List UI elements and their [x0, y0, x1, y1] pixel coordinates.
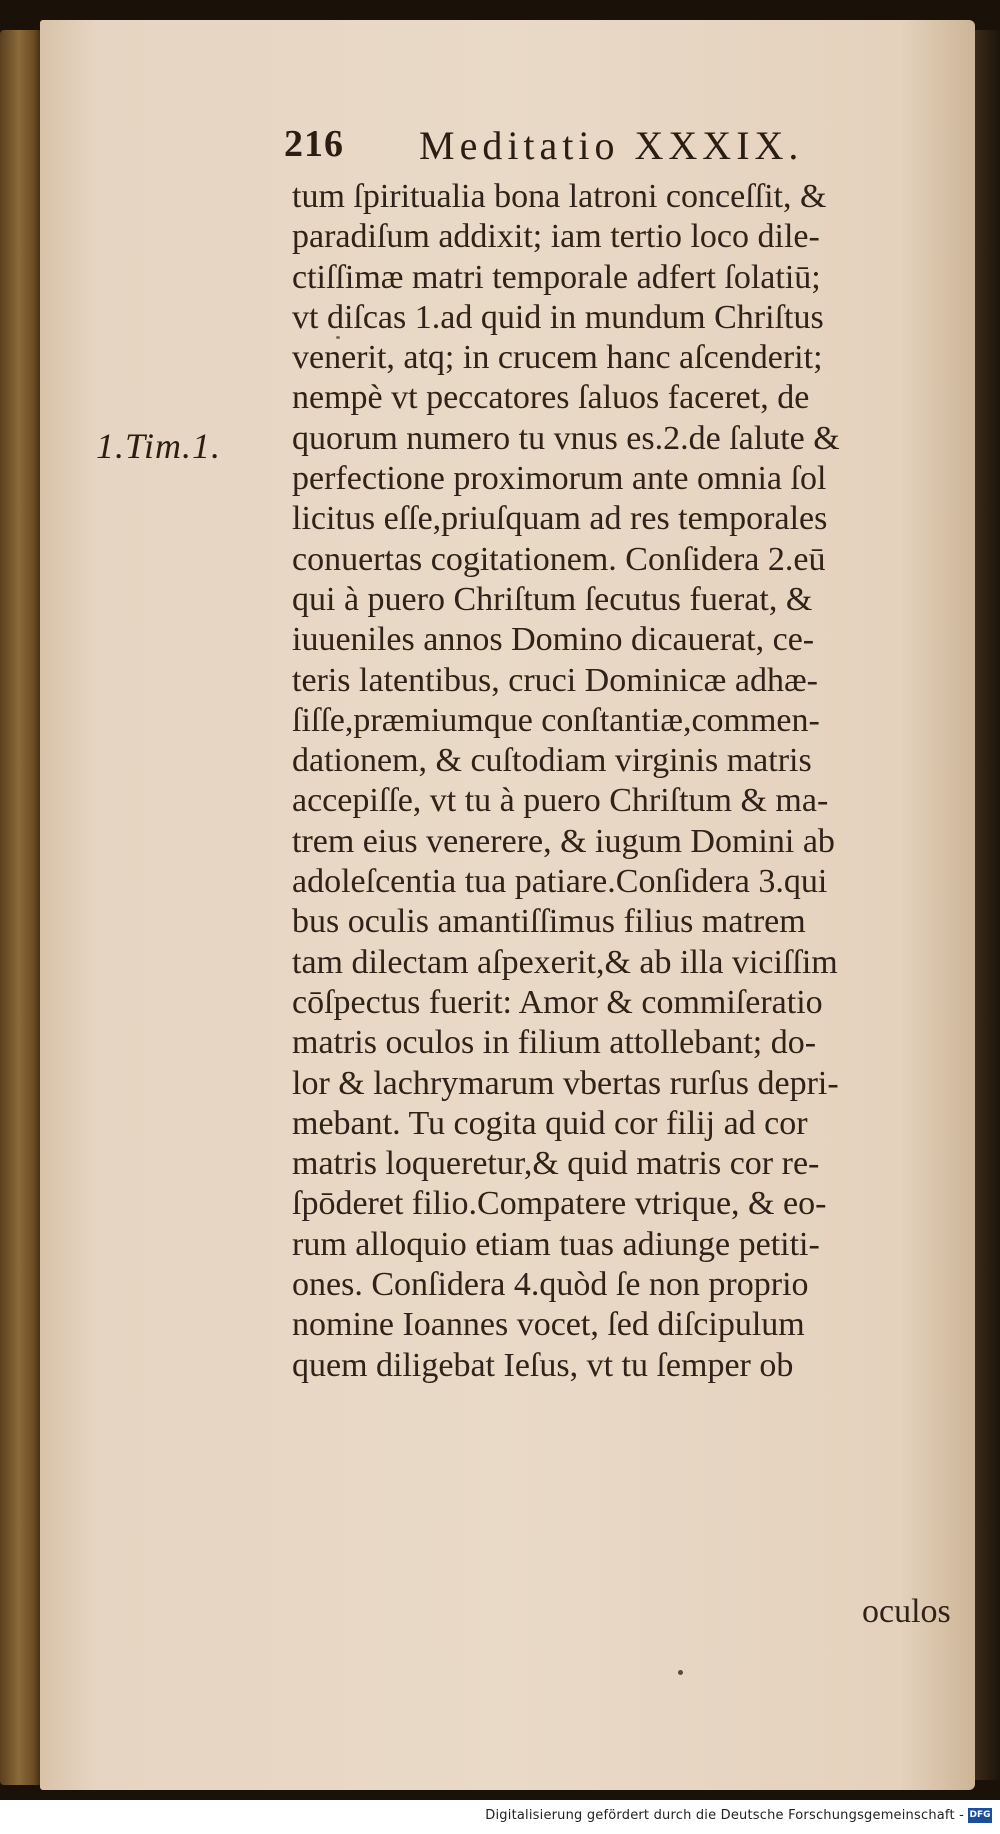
text-line: tam dilectam aſpexerit,& ab illa viciſſim [292, 943, 838, 981]
paper-speck [336, 336, 340, 339]
text-line: quem diligebat Ieſus, vt tu ſemper ob [292, 1346, 794, 1384]
catchword: oculos [862, 1593, 951, 1630]
text-line: licitus eſſe,priuſquam ad res temporales [292, 500, 828, 538]
text-line: quorum numero tu vnus es.2.de ſalute & [292, 419, 840, 457]
text-line: nempè vt peccatores ſaluos faceret, de [292, 379, 810, 417]
text-line: iuueniles annos Domino dicauerat, ce- [292, 621, 815, 659]
text-line: qui à puero Chriſtum ſecutus fuerat, & [292, 580, 813, 618]
page-number: 216 [284, 123, 344, 165]
text-line: accepiſſe, vt tu à puero Chriſtum & ma- [292, 782, 829, 820]
text-line: bus oculis amantiſſimus filius matrem [292, 903, 806, 941]
book-binding [0, 30, 42, 1785]
text-line: ctiſſimæ matri temporale adfert ſolatiū; [292, 258, 821, 296]
page-edge [975, 30, 1000, 1780]
text-line: vt diſcas 1.ad quid in mundum Chriſtus [292, 298, 824, 336]
text-line: mebant. Tu cogita quid cor filij ad cor [292, 1104, 808, 1142]
text-line: perfectione proximorum ante omnia ſol [292, 460, 827, 498]
digitization-credit: Digitalisierung gefördert durch die Deutsche Forschungsgemeinschaft - [485, 1808, 964, 1823]
text-line: cōſpectus fuerit: Amor & commiſeratio [292, 983, 823, 1021]
text-line: trem eius venerere, & iugum Domini ab [292, 822, 835, 860]
text-line: ſpōderet filio.Compatere vtrique, & eo- [292, 1185, 827, 1223]
text-line: nomine Ioannes vocet, ſed diſcipulum [292, 1306, 805, 1344]
page-header [284, 122, 884, 172]
text-line: adoleſcentia tua patiare.Conſidera 3.qui [292, 863, 828, 901]
text-line: lor & lachrymarum vbertas rurſus depri- [292, 1064, 839, 1102]
text-line: ones. Conſidera 4.quòd ſe non proprio [292, 1266, 809, 1304]
text-line: dationem, & cuſtodiam virginis matris [292, 742, 812, 780]
body-text [292, 177, 972, 1386]
text-line: rum alloquio etiam tuas adiunge petiti- [292, 1225, 820, 1263]
text-line: tum ſpiritualia bona latroni conceſſit, & [292, 178, 827, 215]
marginal-note: 1.Tim.1. [96, 426, 222, 466]
text-line: matris loqueretur,& quid matris cor re- [292, 1145, 820, 1183]
running-title: Meditatio XXXIX. [419, 123, 804, 168]
text-line: venerit, atq; in crucem hanc aſcenderit; [292, 339, 823, 377]
text-line: conuertas cogitationem. Conſidera 2.eū [292, 540, 826, 578]
paper-speck [678, 1670, 683, 1675]
text-line: matris oculos in filium attollebant; do- [292, 1024, 817, 1062]
dfg-logo-icon: DFG [968, 1808, 992, 1823]
text-line: paradiſum addixit; iam tertio loco dile- [292, 218, 820, 256]
text-line: teris latentibus, cruci Dominicæ adhæ- [292, 661, 818, 699]
text-line: ſiſſe,præmiumque conſtantiæ,commen- [292, 701, 820, 739]
